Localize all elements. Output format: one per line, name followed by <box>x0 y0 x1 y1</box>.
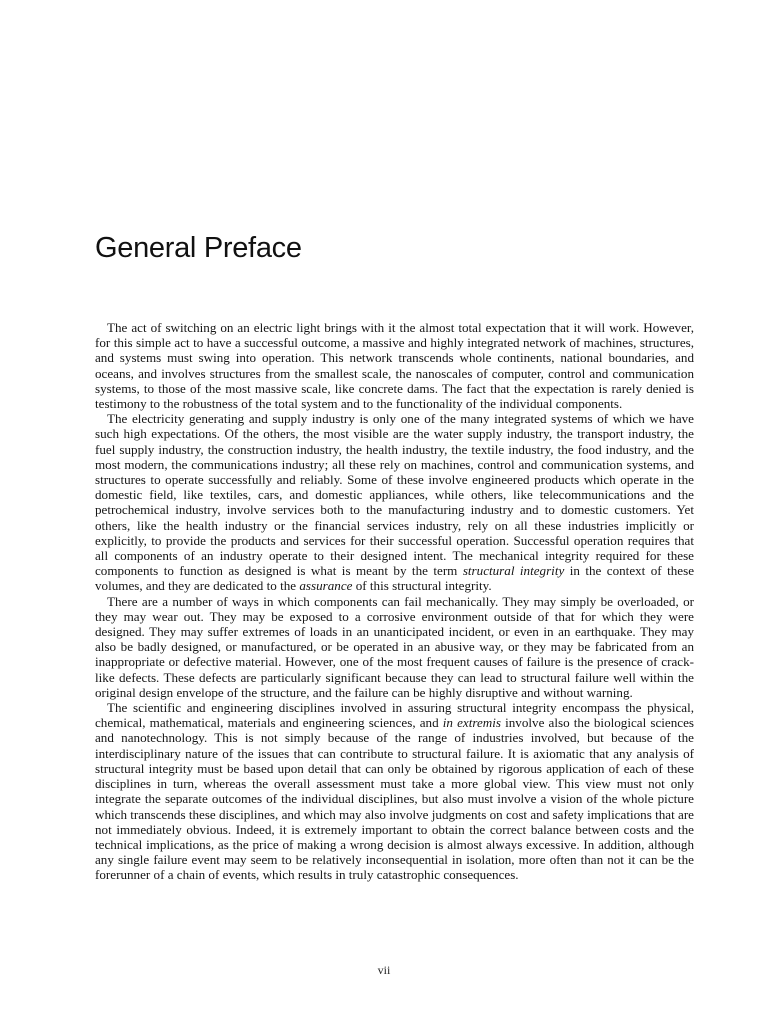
paragraph-4 <box>95 700 694 882</box>
paragraph-2-text-a: The electricity generating and supply industry is only one of the many integrated systems of which we have such high expectations. Of the others, the most visible are the water supply industry, the transport industry, the fuel supply industry, the construction industry, the health industry, the textile industry, the food industry, and the most modern, the communications industry; all these rely on machines, control and communication systems, and structures to operate successfully and reliably. Some of these involve engineered products which operate in the domestic field, like textiles, cars, and domestic appliances, while others, like telecommunications and the petrochemical industry, involve services both to the manufacturing industry and to domestic customers. Yet others, like the health industry or the financial services industry, rely on all these industries implicitly or explicitly, to provide the products and services for their successful operation. Successful operation requires that all components of an industry operate to their designed intent. The mechanical integrity required for these components to function as designed is what is meant by the term <box>95 411 694 579</box>
page-number: vii <box>377 963 391 977</box>
body-text <box>95 320 694 883</box>
paragraph-3: There are a number of ways in which components can fail mechanically. They may simply be overloaded, or they may wear out. They may be exposed to a corrosive environment outside of that for which they were designed. They may suffer extremes of loads in an unanticipated incident, or even in an earthquake. They may also be badly designed, or manufactured, or be operated in an abusive way, or they may be fabricated from an inappropriate or defective material. However, one of the most frequent causes of failure is the presence of crack-like defects. These defects are particularly significant because they can lead to structural failure well within the original design envelope of the structure, and the failure can be highly disruptive and without warning. <box>95 593 694 700</box>
paragraph-2-text-c: of this structural integrity. <box>352 578 492 594</box>
paragraph-4-text-a: The scientific and engineering disciplines involved in assuring structural integrity encompass the physical, chemical, mathematical, materials and engineering sciences, and <box>95 700 694 731</box>
term-assurance: assurance <box>299 578 353 594</box>
term-structural-integrity: structural integrity <box>462 563 565 579</box>
term-in-extremis: in extremis <box>442 715 501 731</box>
chapter-heading: General Preface <box>95 232 302 264</box>
paragraph-1: The act of switching on an electric light brings with it the almost total expectation that it will work. However, for this simple act to have a successful outcome, a massive and highly integrated network of machines, structures, and systems must swing into operation. This network transcends whole continents, national boundaries, and oceans, and involves structures from the smallest scale, the nanoscales of computer, control and communication systems, to those of the most massive scale, like concrete dams. The fact that the expectation is rarely denied is testimony to the robustness of the total system and to the functionality of the individual components. <box>95 320 694 412</box>
paragraph-2-text-b: in the context of these volumes, and they are dedicated to the <box>95 563 695 594</box>
paragraph-2 <box>95 411 694 593</box>
paragraph-4-text-b: involve also the biological sciences and nanotechnology. This is not simply because of the range of industries involved, but because of the interdisciplinary nature of the issues that can contribute to structural failure. It is axiomatic that any analysis of structural integrity must be based upon detail that can only be obtained by rigorous application of each of these disciplines in turn, whereas the overall assessment must take a more global view. This view must not only integrate the separate outcomes of the individual disciplines, but also must involve a vision of the whole picture which transcends these disciplines, and which may also involve judgments on cost and safety implications that are not immediately obvious. Indeed, it is extremely important to obtain the correct balance between costs and the technical implications, as the price of making a wrong decision is almost always excessive. In addition, although any single failure event may seem to be relatively inconsequential in isolation, more often than not it can be the forerunner of a chain of events, which results in truly catastrophic consequences. <box>95 715 695 883</box>
